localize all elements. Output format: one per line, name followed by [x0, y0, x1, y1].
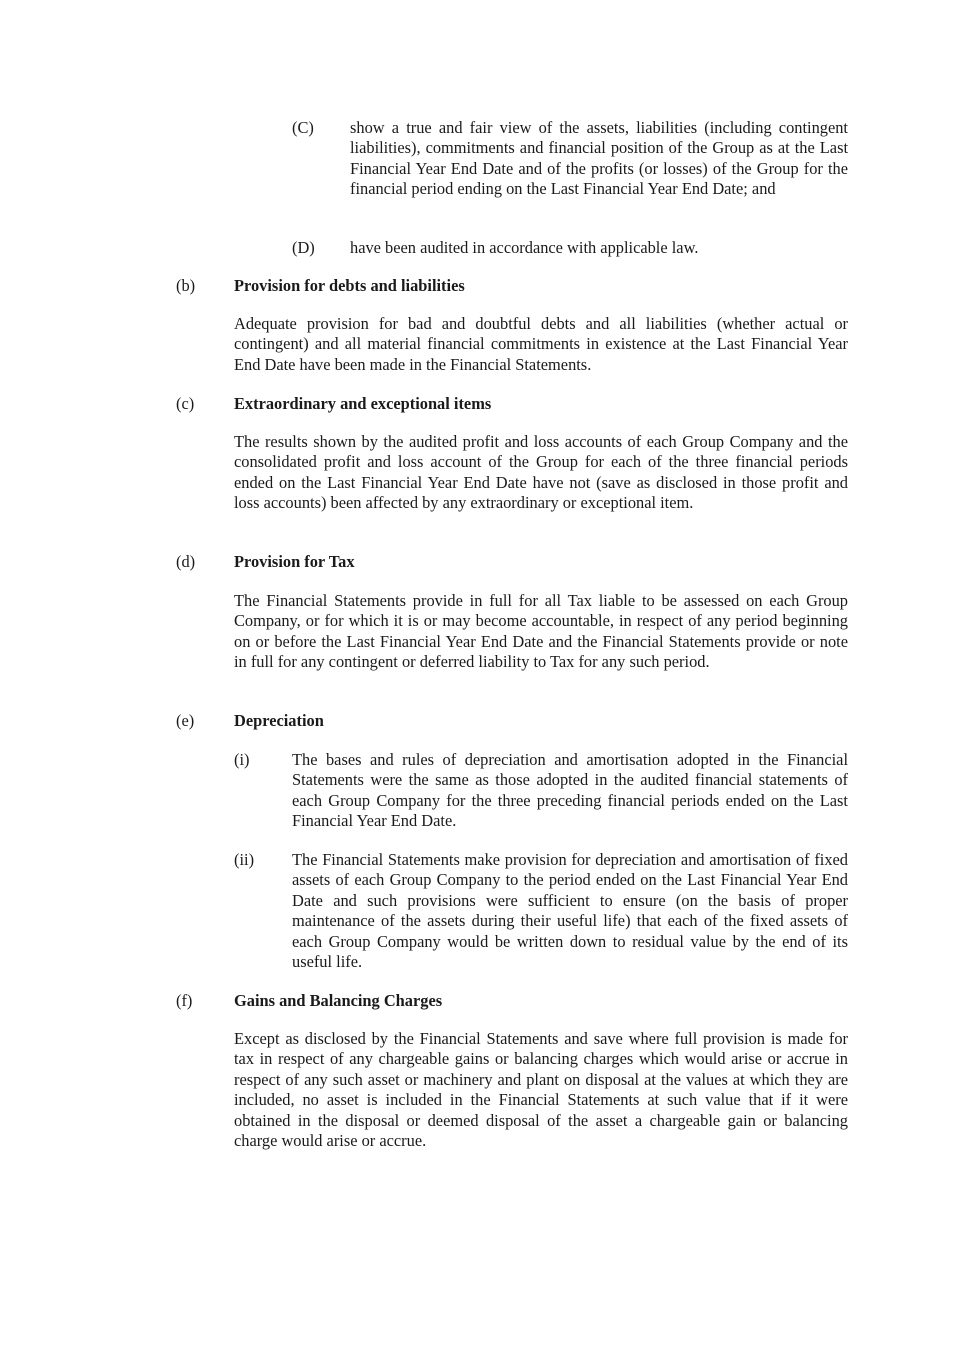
section-e-item-text: The Financial Statements make provision for depreciation and amortisation of fixed assets of each Group Company to the period ended on the Last Financial Year End Date and such provisions were sufficient to ensure (on the basis of proper maintenance of the assets during their useful life) that each of the fixed assets of each Group Company would be written down to residual value by the end of its useful life.: [292, 850, 848, 972]
section-e-item-text: The bases and rules of depreciation and amortisation adopted in the Financial Statements were the same as those adopted in the audited financial statements of each Group Company for the three preceding financial periods ended on the Last Financial Year End Date.: [292, 750, 848, 831]
section-f-body: Except as disclosed by the Financial Statements and save where full provision is made for tax in respect of any chargeable gains or balancing charges which would arise or accrue in respect of any such asset or machinery and plant on disposal at the values at which they are included, no asset is included in the Financial Statements at such value that if it were obtained in the disposal or deemed disposal of the asset a chargeable gain or balancing charge would arise or accrue.: [234, 1029, 848, 1151]
section-c-body: The results shown by the audited profit and loss accounts of each Group Company and the consolidated profit and loss account of the Group for each of the three financial periods ended on the Last Financial Year End Date have not (save as disclosed in those profit and loss accounts) been affected by any extraordinary or exceptional item.: [234, 432, 848, 513]
section-d-label: (d): [176, 552, 196, 571]
section-e-item-label: (ii): [234, 850, 255, 869]
section-e-item-label: (i): [234, 750, 250, 769]
section-f-label: (f): [176, 991, 193, 1010]
clause-D-text: have been audited in accordance with applicable law.: [350, 238, 699, 257]
section-c-label: (c): [176, 394, 195, 413]
section-c-heading: Extraordinary and exceptional items: [234, 394, 492, 413]
section-f-heading: Gains and Balancing Charges: [234, 991, 443, 1010]
section-b-heading: Provision for debts and liabilities: [234, 276, 465, 295]
section-b-body: Adequate provision for bad and doubtful debts and all liabilities (whether actual or contingent) and all material financial commitments in existence at the Last Financial Year End Date have been made in the Financial Statements.: [234, 314, 848, 374]
section-b-label: (b): [176, 276, 196, 295]
clause-C-label: (C): [292, 118, 314, 137]
section-d-heading: Provision for Tax: [234, 552, 355, 571]
section-e-label: (e): [176, 711, 195, 730]
clause-D-label: (D): [292, 238, 315, 257]
section-e-heading: Depreciation: [234, 711, 324, 730]
section-d-body: The Financial Statements provide in full for all Tax liable to be assessed on each Group Company, or for which it is or may become accountable, in respect of any period beginning on or before the Last Financial Year End Date and the Financial Statements provide or note in full for any contingent or deferred liability to Tax for any such period.: [234, 591, 848, 672]
clause-C-text: show a true and fair view of the assets, liabilities (including contingent liabilities), commitments and financial position of the Group as at the Last Financial Year End Date and of the profits (or losses) of the Group for the financial period ending on the Last Financial Year End Date; and: [350, 118, 848, 199]
